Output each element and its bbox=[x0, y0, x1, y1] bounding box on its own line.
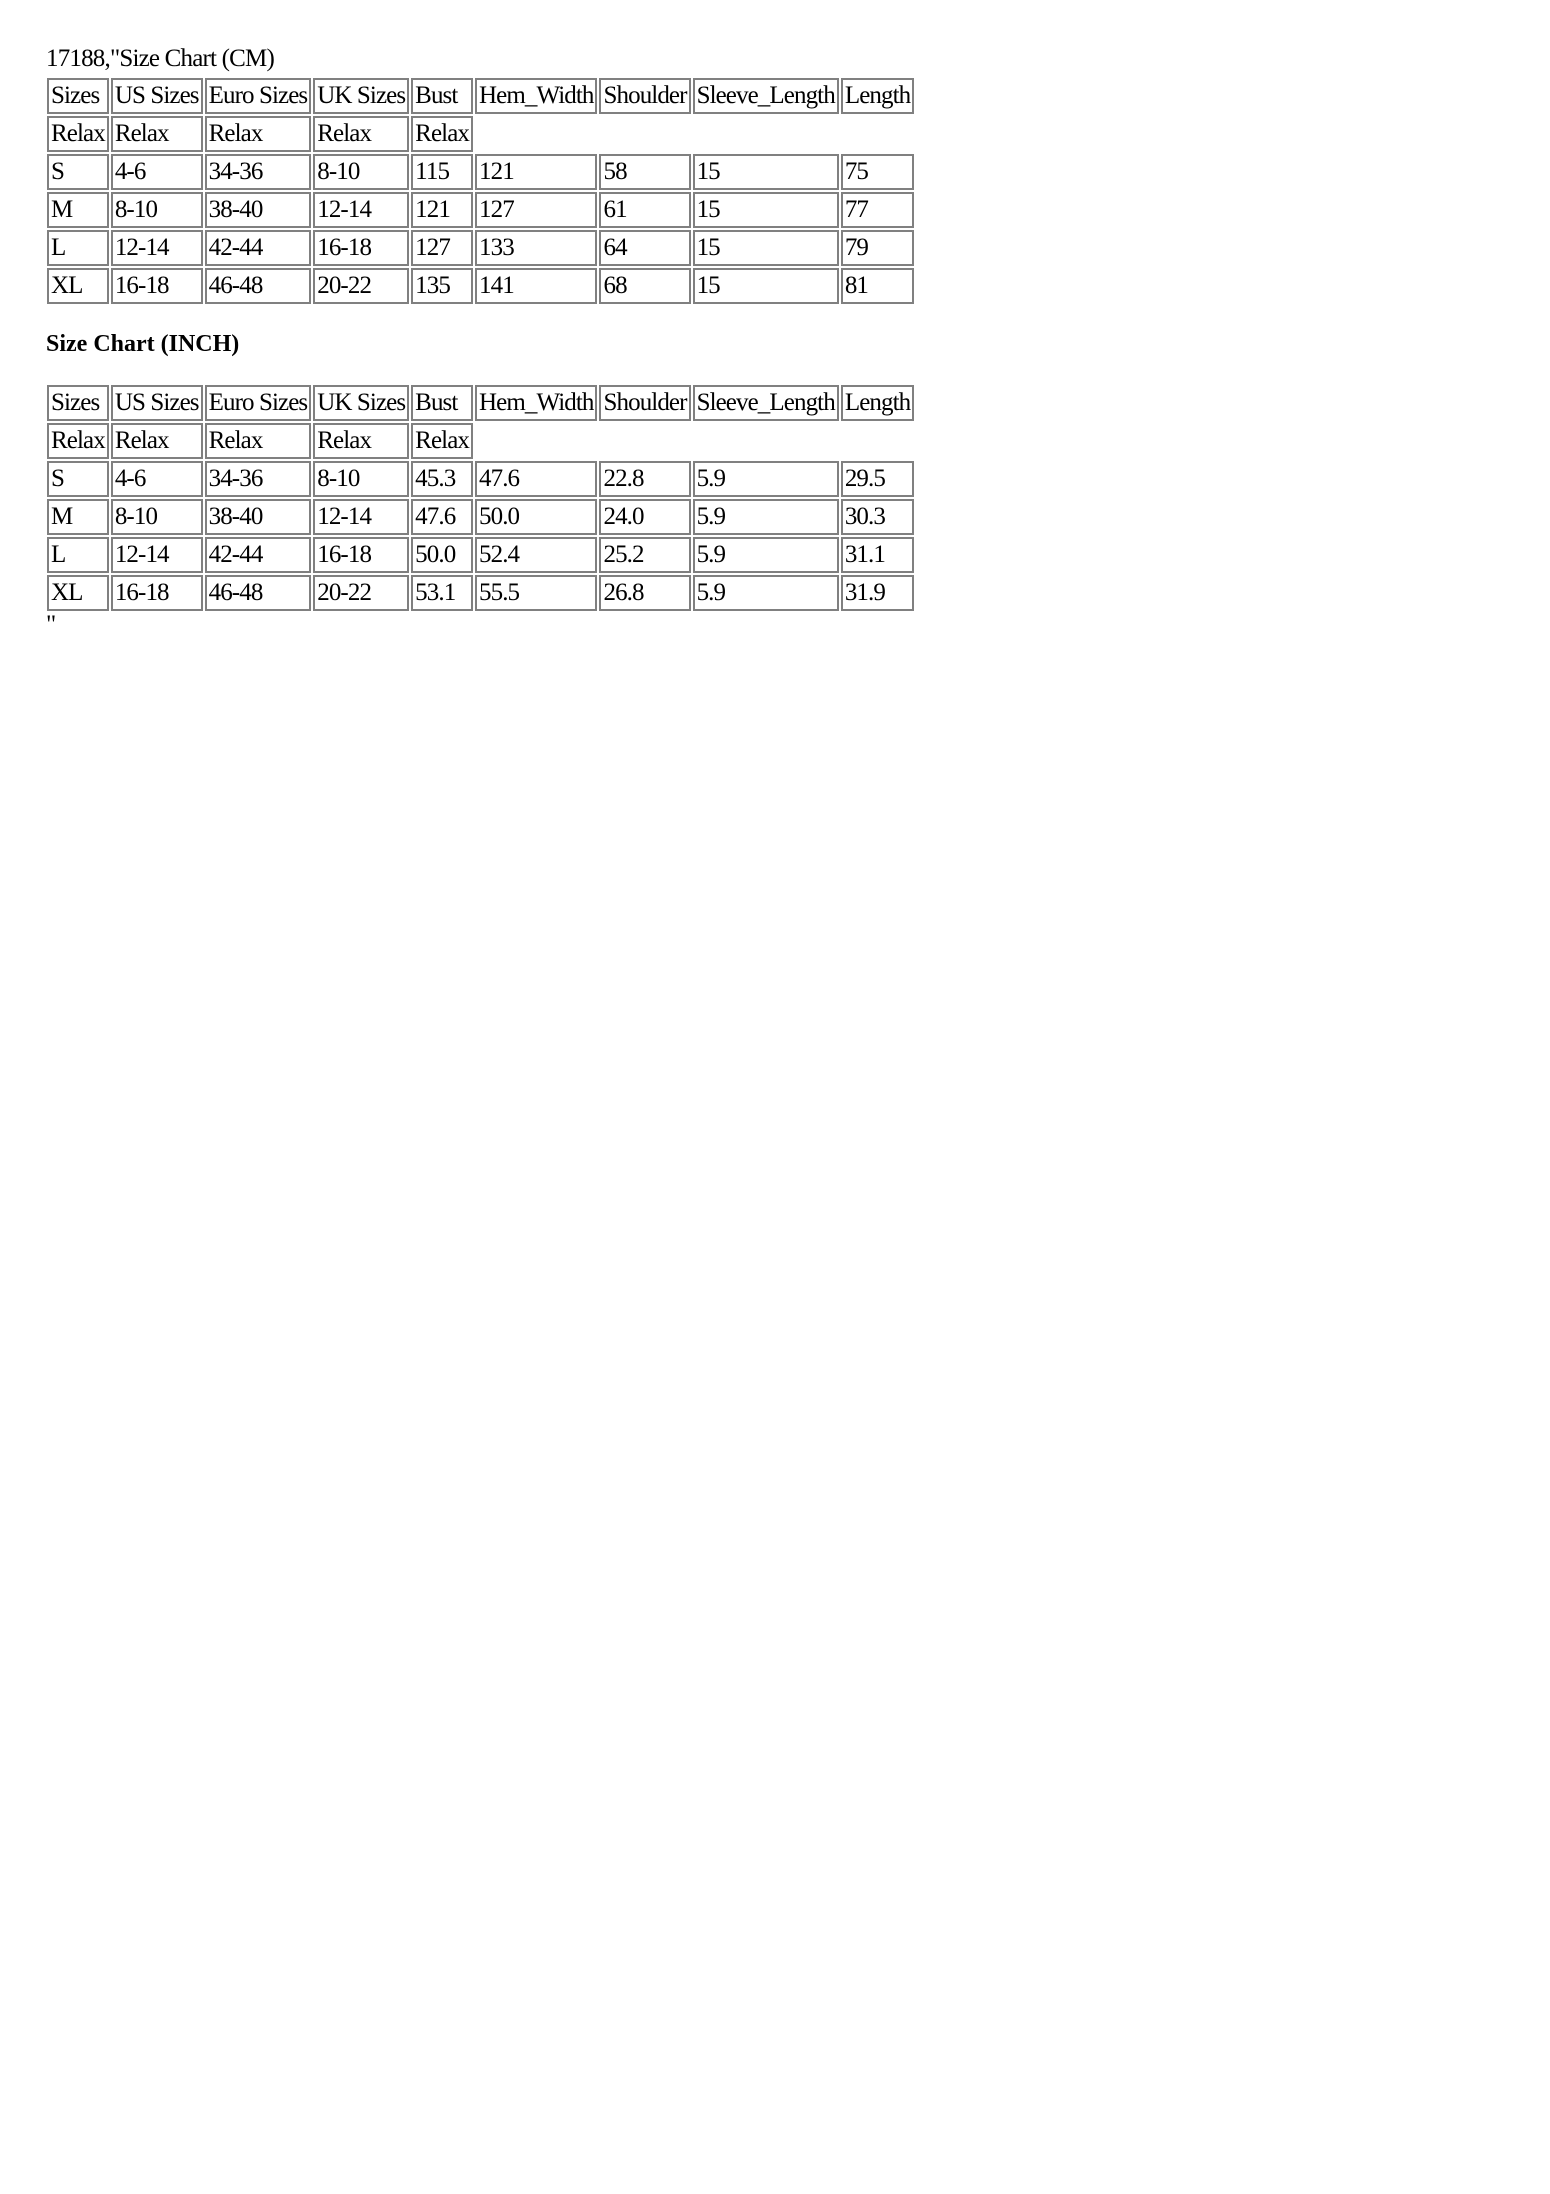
table-row-cell: 8-10 bbox=[111, 499, 203, 535]
intro-line: 17188,"Size Chart (CM) bbox=[46, 45, 274, 72]
table-row-cell: L bbox=[47, 537, 109, 573]
header-row-cell: Sleeve_Length bbox=[693, 385, 839, 421]
table-row-cell: 133 bbox=[475, 230, 597, 266]
header-row-cell: Sleeve_Length bbox=[693, 78, 839, 114]
inch-chart-title: Size Chart (INCH) bbox=[46, 331, 240, 357]
table-row-cell: 53.1 bbox=[411, 575, 473, 611]
table-row-cell: XL bbox=[47, 268, 109, 304]
table-row-cell: 77 bbox=[841, 192, 914, 228]
table-row bbox=[47, 154, 914, 190]
empty-cell bbox=[475, 423, 914, 459]
relax-row-cell: Relax bbox=[111, 116, 203, 152]
table-row-cell: 15 bbox=[693, 154, 839, 190]
table-row-cell: 5.9 bbox=[693, 537, 839, 573]
document-page bbox=[46, 44, 1046, 637]
table-row bbox=[47, 461, 914, 497]
table-row bbox=[47, 268, 914, 304]
table-row-cell: 8-10 bbox=[313, 461, 409, 497]
table-row-cell: 16-18 bbox=[313, 230, 409, 266]
table-row-cell: 115 bbox=[411, 154, 473, 190]
table-row-cell: 12-14 bbox=[313, 499, 409, 535]
table-row-cell: S bbox=[47, 154, 109, 190]
relax-row-cell: Relax bbox=[47, 423, 109, 459]
table-row-cell: 12-14 bbox=[313, 192, 409, 228]
relax-row-cell: Relax bbox=[411, 116, 473, 152]
header-row-cell: US Sizes bbox=[111, 385, 203, 421]
table-row-cell: 4-6 bbox=[111, 461, 203, 497]
table-row-cell: 20-22 bbox=[313, 575, 409, 611]
table-row bbox=[47, 575, 914, 611]
table-row-cell: S bbox=[47, 461, 109, 497]
table-row-cell: 58 bbox=[599, 154, 690, 190]
table-row-cell: 121 bbox=[475, 154, 597, 190]
table-row-cell: M bbox=[47, 192, 109, 228]
header-row bbox=[47, 78, 914, 114]
table-row-cell: 26.8 bbox=[599, 575, 690, 611]
table-row-cell: 47.6 bbox=[411, 499, 473, 535]
table-row-cell: 50.0 bbox=[411, 537, 473, 573]
table-row bbox=[47, 499, 914, 535]
table-row-cell: 29.5 bbox=[841, 461, 914, 497]
table-row bbox=[47, 192, 914, 228]
table-row-cell: 61 bbox=[599, 192, 690, 228]
table-row-cell: 5.9 bbox=[693, 499, 839, 535]
relax-row-cell: Relax bbox=[313, 423, 409, 459]
header-row-cell: Hem_Width bbox=[475, 78, 597, 114]
table-row-cell: 34-36 bbox=[205, 461, 312, 497]
table-row-cell: 25.2 bbox=[599, 537, 690, 573]
table-row-cell: 79 bbox=[841, 230, 914, 266]
header-row-cell: Length bbox=[841, 385, 914, 421]
table-row-cell: 42-44 bbox=[205, 230, 312, 266]
closing-quote-mark: " bbox=[46, 611, 57, 638]
header-row-cell: Bust bbox=[411, 385, 473, 421]
relax-row-cell: Relax bbox=[411, 423, 473, 459]
table-row-cell: 46-48 bbox=[205, 268, 312, 304]
table-row-cell: 46-48 bbox=[205, 575, 312, 611]
table-row-cell: 81 bbox=[841, 268, 914, 304]
header-row-cell: Sizes bbox=[47, 78, 109, 114]
table-row-cell: 12-14 bbox=[111, 537, 203, 573]
table-row-cell: 8-10 bbox=[111, 192, 203, 228]
table-row-cell: XL bbox=[47, 575, 109, 611]
header-row-cell: UK Sizes bbox=[313, 385, 409, 421]
table-row-cell: 22.8 bbox=[599, 461, 690, 497]
table-row-cell: 12-14 bbox=[111, 230, 203, 266]
table-row-cell: M bbox=[47, 499, 109, 535]
header-row-cell: Bust bbox=[411, 78, 473, 114]
table-row-cell: 52.4 bbox=[475, 537, 597, 573]
table-row-cell: 15 bbox=[693, 268, 839, 304]
table-row-cell: 4-6 bbox=[111, 154, 203, 190]
header-row-cell: Shoulder bbox=[599, 385, 690, 421]
table-row-cell: 64 bbox=[599, 230, 690, 266]
table-row-cell: 45.3 bbox=[411, 461, 473, 497]
table-row-cell: 16-18 bbox=[313, 537, 409, 573]
table-row-cell: 127 bbox=[475, 192, 597, 228]
table-row-cell: 15 bbox=[693, 192, 839, 228]
relax-row-cell: Relax bbox=[205, 116, 312, 152]
relax-row-cell: Relax bbox=[111, 423, 203, 459]
table-row bbox=[47, 537, 914, 573]
size-chart-cm-table bbox=[45, 76, 916, 306]
header-row-cell: Length bbox=[841, 78, 914, 114]
header-row-cell: Shoulder bbox=[599, 78, 690, 114]
header-row-cell: Euro Sizes bbox=[205, 385, 312, 421]
table-row-cell: 135 bbox=[411, 268, 473, 304]
table-row-cell: 8-10 bbox=[313, 154, 409, 190]
table-row-cell: 16-18 bbox=[111, 575, 203, 611]
table-row-cell: 34-36 bbox=[205, 154, 312, 190]
table-row-cell: 5.9 bbox=[693, 575, 839, 611]
table-row-cell: 127 bbox=[411, 230, 473, 266]
table-row-cell: 31.9 bbox=[841, 575, 914, 611]
table-row-cell: 24.0 bbox=[599, 499, 690, 535]
header-row-cell: Euro Sizes bbox=[205, 78, 312, 114]
relax-row bbox=[47, 116, 914, 152]
table-row-cell: 42-44 bbox=[205, 537, 312, 573]
table-row bbox=[47, 230, 914, 266]
table-row-cell: 20-22 bbox=[313, 268, 409, 304]
relax-row-cell: Relax bbox=[47, 116, 109, 152]
table-row-cell: 31.1 bbox=[841, 537, 914, 573]
header-row-cell: UK Sizes bbox=[313, 78, 409, 114]
table-row-cell: 38-40 bbox=[205, 499, 312, 535]
table-row-cell: 38-40 bbox=[205, 192, 312, 228]
relax-row-cell: Relax bbox=[313, 116, 409, 152]
header-row-cell: Hem_Width bbox=[475, 385, 597, 421]
size-chart-inch-table bbox=[45, 383, 916, 613]
table-row-cell: 5.9 bbox=[693, 461, 839, 497]
table-row-cell: L bbox=[47, 230, 109, 266]
table-row-cell: 16-18 bbox=[111, 268, 203, 304]
relax-row bbox=[47, 423, 914, 459]
table-row-cell: 75 bbox=[841, 154, 914, 190]
table-row-cell: 55.5 bbox=[475, 575, 597, 611]
empty-cell bbox=[475, 116, 914, 152]
table-row-cell: 50.0 bbox=[475, 499, 597, 535]
table-row-cell: 30.3 bbox=[841, 499, 914, 535]
header-row bbox=[47, 385, 914, 421]
table-row-cell: 121 bbox=[411, 192, 473, 228]
header-row-cell: Sizes bbox=[47, 385, 109, 421]
relax-row-cell: Relax bbox=[205, 423, 312, 459]
table-row-cell: 47.6 bbox=[475, 461, 597, 497]
table-row-cell: 141 bbox=[475, 268, 597, 304]
table-row-cell: 68 bbox=[599, 268, 690, 304]
table-row-cell: 15 bbox=[693, 230, 839, 266]
header-row-cell: US Sizes bbox=[111, 78, 203, 114]
